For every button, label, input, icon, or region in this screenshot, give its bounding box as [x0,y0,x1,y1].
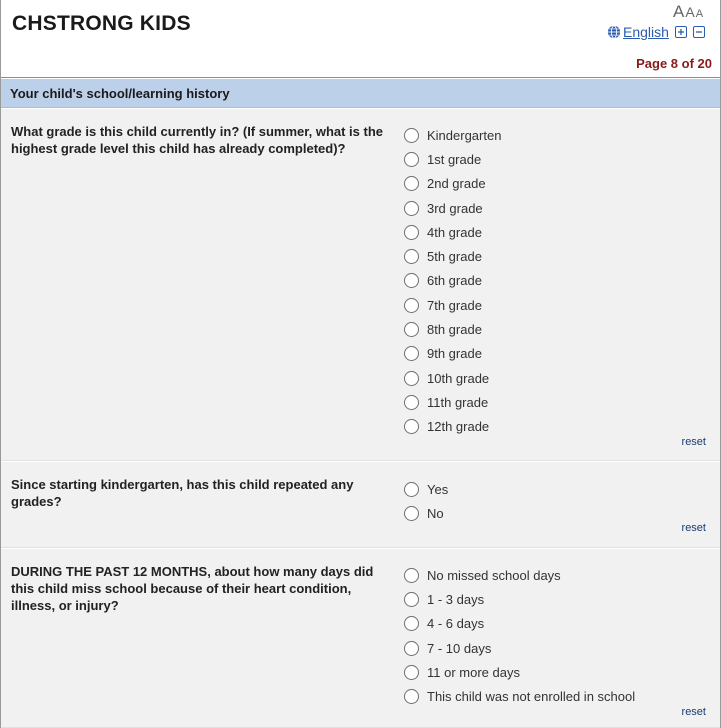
radio-button[interactable] [404,568,419,583]
option-label: 5th grade [427,249,482,265]
expand-plus-icon[interactable] [675,26,687,38]
radio-option[interactable] [404,660,635,684]
question-missed-days [1,549,720,728]
option-label: Yes [427,481,449,497]
collapse-minus-icon[interactable] [693,26,705,38]
radio-option[interactable] [404,563,635,587]
header [1,0,720,78]
option-label: This child was not enrolled in school [427,689,636,705]
option-label: 3rd grade [427,200,483,216]
question-text: Since starting kindergarten, has this child repeated any grades? [11,477,354,509]
globe-icon [607,25,621,39]
radio-option[interactable] [404,366,501,390]
radio-button[interactable] [404,273,419,288]
repeated-grade-options [404,477,448,526]
radio-option[interactable] [404,501,448,525]
radio-button[interactable] [404,201,419,216]
radio-button[interactable] [404,322,419,337]
page-indicator: Page 8 of 20 [636,56,712,71]
section-title: Your child's school/learning history [10,86,230,101]
option-label: No [427,505,444,521]
font-size-medium-button[interactable]: A [685,4,695,20]
option-label: 11 or more days [427,664,520,680]
option-label: 7th grade [427,297,482,313]
option-label: 1st grade [427,151,482,167]
grade-options [404,123,501,439]
radio-button[interactable] [404,395,419,410]
option-label: 1 - 3 days [427,591,485,607]
section-header [1,79,720,108]
radio-button[interactable] [404,616,419,631]
radio-button[interactable] [404,665,419,680]
option-label: 10th grade [427,370,490,386]
radio-option[interactable] [404,477,448,501]
radio-button[interactable] [404,641,419,656]
radio-option[interactable] [404,390,501,414]
option-label: 2nd grade [427,176,486,192]
language-link[interactable]: English [623,24,669,40]
option-label: Kindergarten [427,127,502,143]
radio-button[interactable] [404,152,419,167]
radio-button[interactable] [404,128,419,143]
radio-option[interactable] [404,269,501,293]
radio-option[interactable] [404,684,635,708]
reset-link[interactable]: reset [681,706,706,718]
radio-option[interactable] [404,244,501,268]
question-text: DURING THE PAST 12 MONTHS, about how many days did this child miss school because of their heart condition, illness, or injury? [11,564,374,613]
radio-button[interactable] [404,592,419,607]
radio-option[interactable] [404,220,501,244]
radio-option[interactable] [404,172,501,196]
radio-option[interactable] [404,636,635,660]
option-label: 9th grade [427,346,482,362]
font-size-small-button[interactable]: A [695,8,704,20]
option-label: 12th grade [427,419,490,435]
option-label: 4 - 6 days [427,616,485,632]
question-text: What grade is this child currently in? (If summer, what is the highest grade level this child has already completed)? [11,124,384,156]
question-repeated-grades [1,462,720,548]
reset-link[interactable]: reset [681,436,706,448]
option-label: 8th grade [427,322,482,338]
radio-option[interactable] [404,317,501,341]
radio-option[interactable] [404,293,501,317]
missed-days-options [404,563,635,709]
reset-link[interactable]: reset [681,522,706,534]
question-current-grade [1,109,720,461]
radio-option[interactable] [404,415,501,439]
language-selector [607,24,705,40]
radio-button[interactable] [404,689,419,704]
font-size-large-button[interactable]: A [673,2,685,21]
radio-option[interactable] [404,612,635,636]
option-label: 7 - 10 days [427,640,492,656]
radio-button[interactable] [404,482,419,497]
radio-button[interactable] [404,225,419,240]
radio-option[interactable] [404,342,501,366]
font-size-controls [673,2,703,22]
radio-button[interactable] [404,419,419,434]
radio-button[interactable] [404,298,419,313]
radio-option[interactable] [404,196,501,220]
radio-option[interactable] [404,123,501,147]
radio-button[interactable] [404,371,419,386]
radio-option[interactable] [404,587,635,611]
option-label: 4th grade [427,224,482,240]
option-label: 6th grade [427,273,482,289]
radio-button[interactable] [404,346,419,361]
radio-button[interactable] [404,176,419,191]
radio-button[interactable] [404,506,419,521]
app-title: CHSTRONG KIDS [12,12,191,35]
option-label: No missed school days [427,567,561,583]
radio-option[interactable] [404,147,501,171]
option-label: 11th grade [427,394,489,410]
radio-button[interactable] [404,249,419,264]
